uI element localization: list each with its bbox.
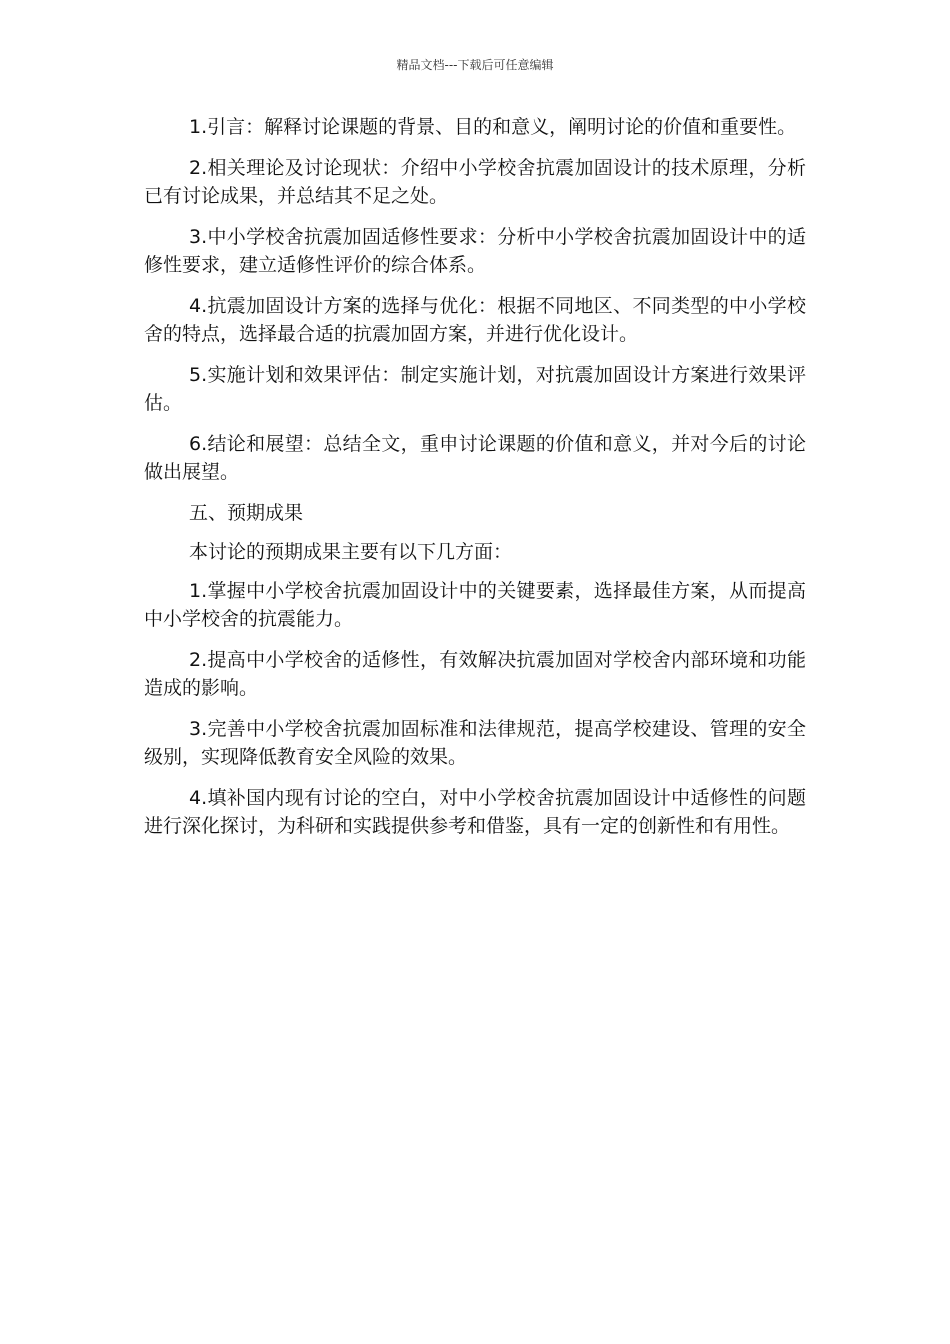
page-header: 精品文档---下载后可任意编辑 — [396, 58, 554, 72]
list-item-standards: 3.完善中小学校舍抗震加固标准和法律规范，提高学校建设、管理的安全级别，实现降低教育安全风险的效果。 — [144, 718, 806, 768]
list-item-conclusion: 6.结论和展望：总结全文，重申讨论课题的价值和意义，并对今后的讨论做出展望。 — [144, 433, 806, 483]
section-heading-expected-results: 五、预期成果 — [189, 502, 304, 524]
list-item-fill-gap: 4.填补国内现有讨论的空白，对中小学校舍抗震加固设计中适修性的问题进行深化探讨，为科研和实践提供参考和借鉴，具有一定的创新性和有用性。 — [144, 787, 806, 837]
list-item-improve-repairability: 2.提高中小学校舍的适修性，有效解决抗震加固对学校舍内部环境和功能造成的影响。 — [144, 649, 806, 699]
list-item-repairability-requirements: 3.中小学校舍抗震加固适修性要求：分析中小学校舍抗震加固设计中的适修性要求，建立适修性评价的综合体系。 — [144, 226, 806, 276]
list-item-implementation-plan: 5.实施计划和效果评估：制定实施计划，对抗震加固设计方案进行效果评估。 — [144, 364, 806, 414]
list-item-key-elements: 1.掌握中小学校舍抗震加固设计中的关键要素，选择最佳方案，从而提高中小学校舍的抗震能力。 — [144, 580, 806, 630]
list-item-scheme-selection: 4.抗震加固设计方案的选择与优化：根据不同地区、不同类型的中小学校舍的特点，选择最合适的抗震加固方案，并进行优化设计。 — [144, 295, 806, 345]
list-item-related-theory: 2.相关理论及讨论现状：介绍中小学校舍抗震加固设计的技术原理，分析已有讨论成果，并总结其不足之处。 — [144, 157, 806, 207]
document-body — [144, 113, 806, 853]
intro-paragraph-expected-results: 本讨论的预期成果主要有以下几方面： — [189, 541, 513, 563]
list-item-introduction: 1.引言：解释讨论课题的背景、目的和意义，阐明讨论的价值和重要性。 — [189, 116, 797, 138]
